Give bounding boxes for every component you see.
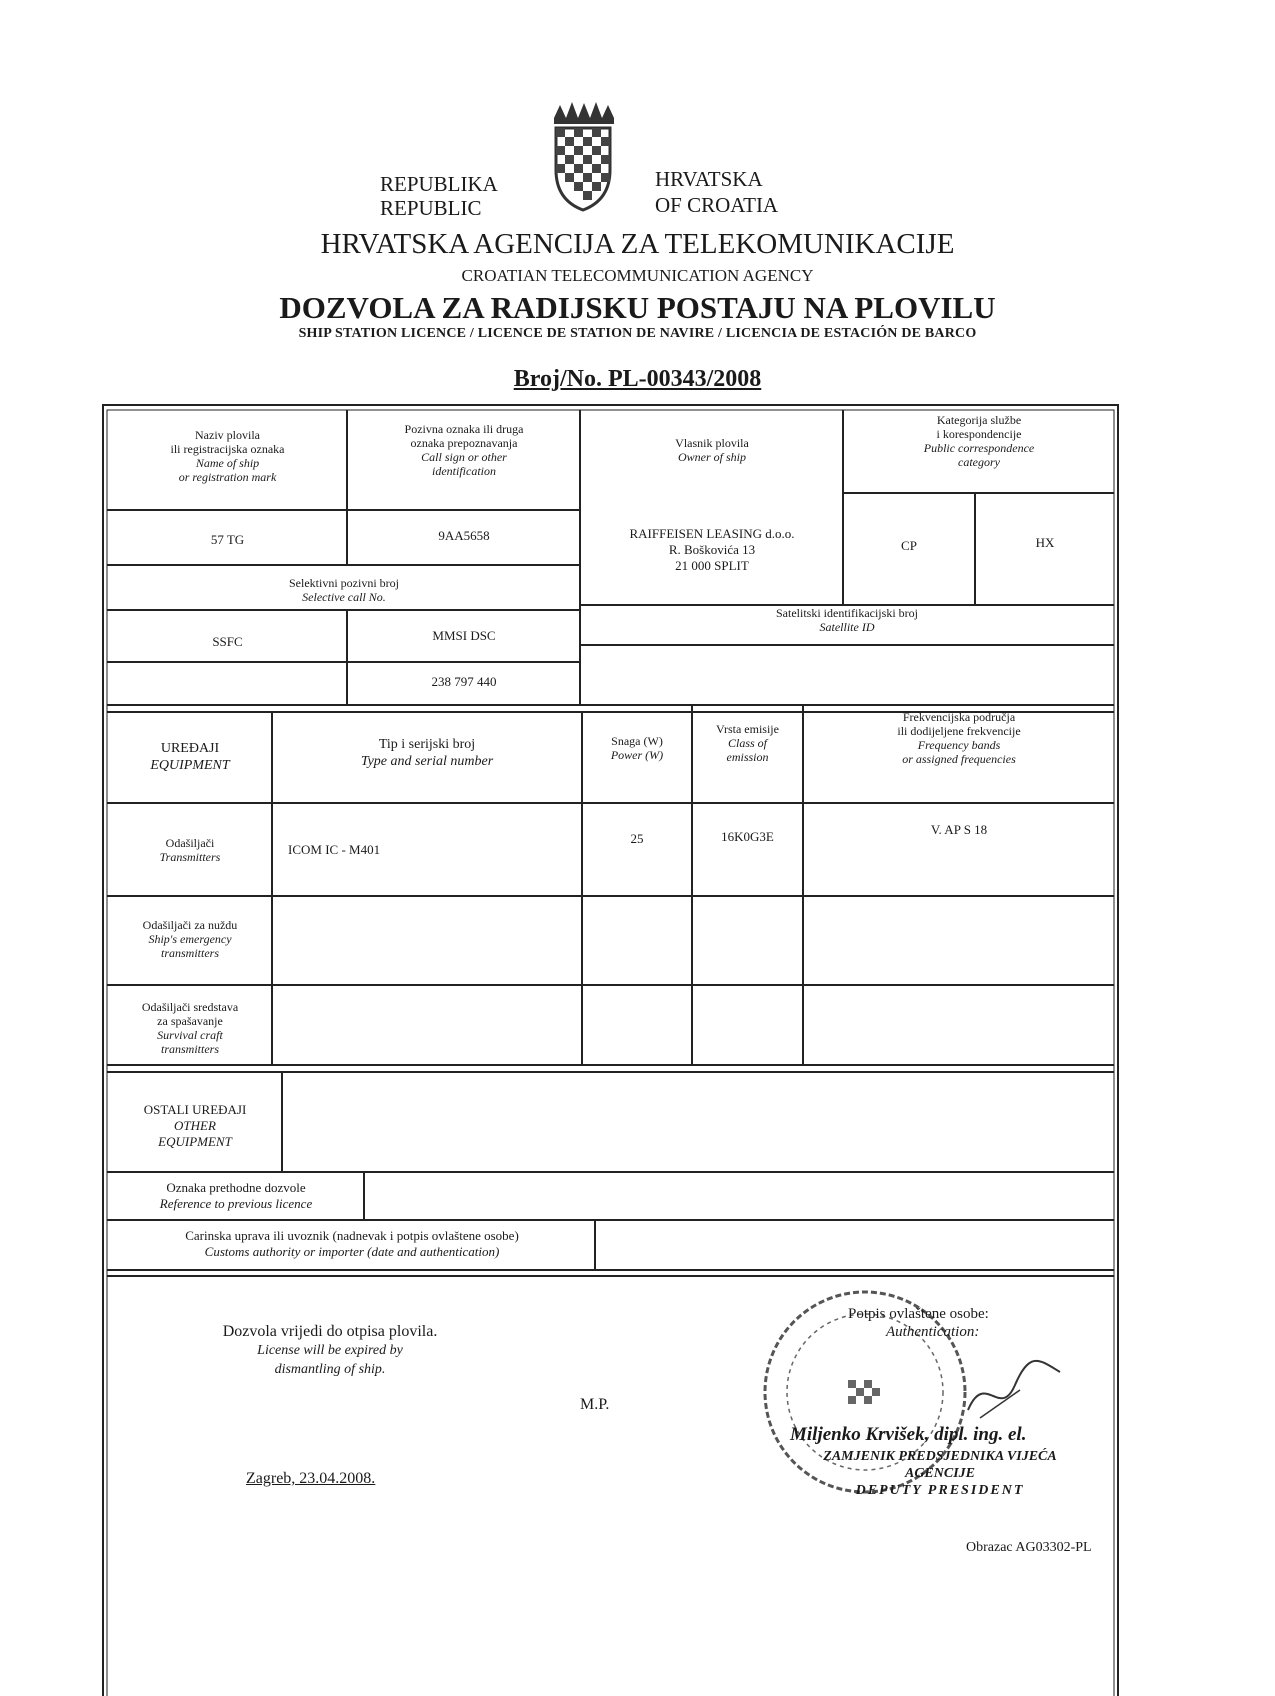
validity-hr: Dozvola vrijedi do otpisa plovila. [222,1323,438,1340]
agency-name-en: CROATIAN TELECOMMUNICATION AGENCY [461,266,814,285]
freq-label-hr-2: ili dodijeljene frekvencije [897,724,1021,738]
equipment-label-en: EQUIPMENT [150,758,230,773]
ship-name-value: 57 TG [210,532,245,547]
previous-licence-label [110,1180,362,1212]
owner-label-hr: Vlasnik plovila [675,436,749,450]
freq-label-en-2: or assigned frequencies [902,752,1016,766]
mmsi-label: MMSI DSC [432,628,496,643]
customs-label-en: Customs authority or importer (date and authentication) [204,1244,500,1259]
call-sign-value: 9AA5658 [438,528,490,543]
power-label-en: Power (W) [610,748,664,762]
survival-craft-label [110,1000,270,1056]
transmitter-power-value: 25 [630,831,644,846]
customs-label [110,1228,594,1260]
owner-label-en: Owner of ship [677,450,746,464]
survival-label-hr-2: za spašavanje [157,1014,223,1028]
survival-label-hr-1: Odašiljači sredstava [141,1000,239,1014]
owner-header [582,436,842,464]
signer-role [780,1448,1100,1499]
signature-label-en: Authentication: [886,1324,980,1340]
issue-date: Zagreb, 23.04.2008. [246,1470,376,1487]
signer-name: Miljenko Krvišek, dipl. ing. el. [790,1424,1027,1445]
transmitter-emission-value: 16K0G3E [721,829,774,844]
call-label-en-1: Call sign or other [421,450,507,464]
ssfc-value: SSFC [212,634,243,649]
emergency-label-hr: Odašiljači za nuždu [142,918,238,932]
mp-seal-label: M.P. [580,1396,610,1413]
transmitters-label-en: Transmitters [159,850,221,864]
emergency-label-en-1: Ship's emergency [148,932,232,946]
owner-line-1: RAIFFEISEN LEASING d.o.o. [629,526,795,541]
owner-value [582,526,842,574]
signer-role-hr-2: AGENCIJE [904,1466,976,1481]
signer-role-en: DEPUTY PRESIDENT [855,1483,1025,1498]
signature-label [848,1305,989,1341]
selective-call-header [110,576,578,604]
mmsi-value: 238 797 440 [431,674,497,689]
other-label-hr: OSTALI UREĐAJI [143,1102,247,1117]
owner-line-3: 21 000 SPLIT [675,558,749,573]
satellite-label-hr: Satelitski identifikacijski broj [776,606,918,620]
republika-label: REPUBLIKA [380,172,498,196]
equipment-header [110,740,270,774]
form-code: Obrazac AG03302-PL [966,1540,1092,1555]
ship-name-label-en-1: Name of ship [195,456,260,470]
call-label-hr-2: oznaka prepoznavanja [410,436,518,450]
emergency-label-en-2: transmitters [160,946,219,960]
survival-label-en-1: Survival craft [157,1028,223,1042]
validity-en-1: License will be expired by [257,1343,403,1358]
power-header [584,734,690,762]
freq-label-hr-1: Frekvencijska područja [902,710,1016,724]
transmitter-frequency-value: V. AP S 18 [930,822,988,837]
reference-label-en: Reference to previous licence [159,1196,313,1211]
type-label-en: Type and serial number [360,754,494,769]
licence-subtitle: SHIP STATION LICENCE / LICENCE DE STATION DE NAVIRE / LICENCIA DE ESTACIÓN DE BARCO [298,326,977,341]
emission-label-en-1: Class of [727,736,767,750]
equipment-label-hr: UREĐAJI [160,741,220,756]
reference-label-hr: Oznaka prethodne dozvole [166,1180,306,1195]
customs-label-hr: Carinska uprava ili uvoznik (nadnevak i potpis ovlaštene osobe) [185,1228,519,1243]
call-label-hr-1: Pozivna oznaka ili druga [404,422,524,436]
emission-header [694,722,801,764]
power-label-hr: Snaga (W) [611,734,663,748]
other-label-en-1: OTHER [174,1118,216,1133]
selective-label-hr: Selektivni pozivni broj [289,576,399,590]
survival-label-en-2: transmitters [160,1042,219,1056]
cat-label-en-1: Public correspondence [923,441,1035,455]
category-header [845,413,1113,469]
call-sign-header [350,422,578,478]
satellite-label-en: Satellite ID [819,620,875,634]
ship-name-header [110,428,345,484]
type-label-hr: Tip i serijski broj [378,737,476,752]
hrvatska-label: HRVATSKA [655,167,763,191]
cat-label-hr-2: i korespondencije [936,427,1022,441]
cat-label-en-2: category [958,455,1000,469]
selective-label-en: Selective call No. [302,590,386,604]
transmitters-label [110,836,270,864]
frequency-header [805,710,1113,766]
type-header [274,736,580,770]
emergency-transmitters-label [110,918,270,960]
owner-line-2: R. Boškovića 13 [668,542,756,557]
satellite-id-header [582,606,1112,634]
emission-label-en-2: emission [726,750,769,764]
ship-name-label-hr-2: ili registracijska oznaka [170,442,285,456]
agency-name-hr: HRVATSKA AGENCIJA ZA TELEKOMUNIKACIJE [320,228,955,260]
transmitters-label-hr: Odašiljači [165,836,215,850]
cat-label-hr-1: Kategorija službe [936,413,1022,427]
other-equipment-label [110,1102,280,1150]
validity-en-2: dismantling of ship. [274,1362,386,1377]
ship-name-label-en-2: or registration mark [178,470,277,484]
validity-statement [160,1322,500,1379]
category-value-1: CP [901,538,917,553]
of-croatia-label: OF CROATIA [655,193,779,217]
licence-title: DOZVOLA ZA RADIJSKU POSTAJU NA PLOVILU [279,290,996,325]
emission-label-hr: Vrsta emisije [716,722,779,736]
other-label-en-2: EQUIPMENT [158,1134,232,1149]
signer-role-hr-1: ZAMJENIK PREDSJEDNIKA VIJEĆA [823,1449,1057,1464]
freq-label-en-1: Frequency bands [917,738,1001,752]
category-value-2: HX [1035,535,1055,550]
call-label-en-2: identification [432,464,496,478]
signature-label-hr: Potpis ovlaštene osobe: [848,1306,989,1322]
ship-name-label-hr-1: Naziv plovila [195,428,260,442]
handwritten-signature [960,1350,1070,1430]
republic-label: REPUBLIC [380,196,482,220]
licence-number: Broj/No. PL-00343/2008 [513,366,762,392]
transmitter-type-value: ICOM IC - M401 [288,842,381,857]
